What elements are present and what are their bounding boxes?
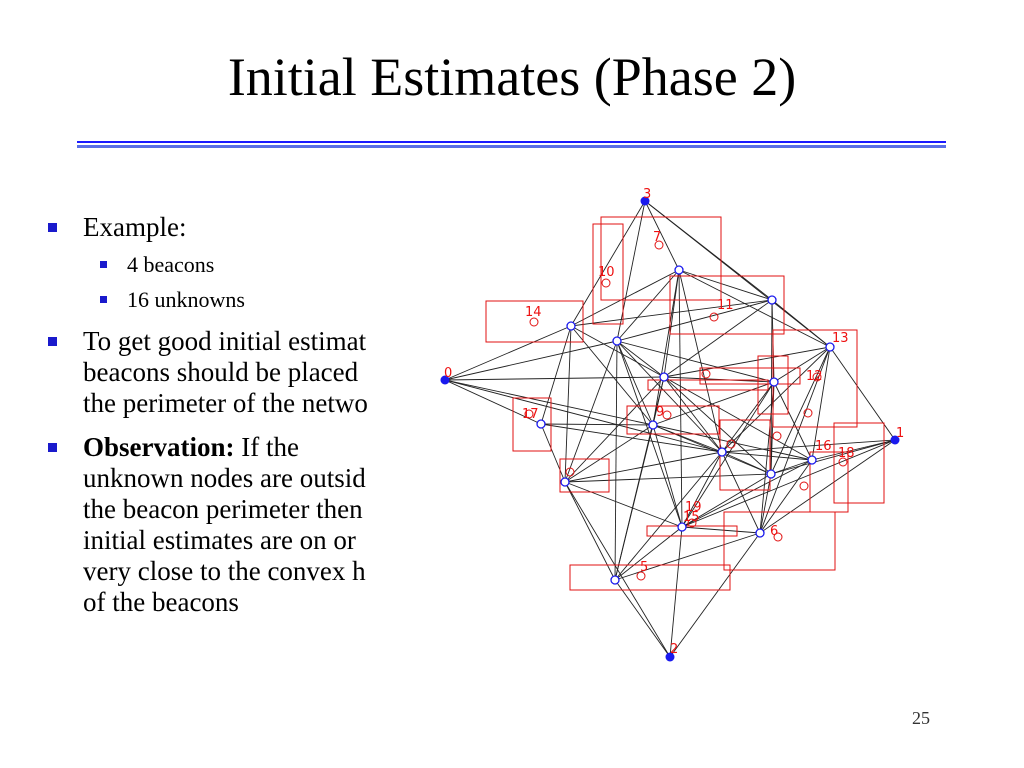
bullet-text: beacons should be placed — [83, 357, 359, 387]
network-edge — [617, 201, 645, 341]
network-edge — [615, 533, 760, 580]
bullet-text: 16 unknowns — [127, 287, 245, 312]
network-edge — [617, 341, 722, 452]
estimate-marker — [602, 279, 610, 287]
network-edge — [722, 347, 830, 452]
bullet-text: the beacon perimeter then — [83, 494, 363, 524]
network-edge — [664, 377, 771, 474]
unknown-node — [756, 529, 764, 537]
network-edge — [565, 474, 771, 482]
network-edge — [670, 533, 760, 657]
network-edge — [722, 452, 760, 533]
network-edge — [830, 347, 895, 440]
bullet-text: Example: — [83, 212, 187, 242]
node-label: 16 — [815, 439, 832, 454]
bullet-text: the perimeter of the netwo — [83, 388, 368, 418]
unknown-node — [649, 421, 657, 429]
network-edge — [615, 341, 617, 580]
network-edge — [445, 341, 617, 380]
node-label: 6 — [770, 524, 779, 539]
unknown-node — [660, 373, 668, 381]
node-label: 18 — [838, 446, 855, 461]
observation-label: Observation: — [83, 432, 235, 462]
bullet-text: of the beacons — [83, 587, 239, 617]
network-edge — [445, 326, 571, 380]
beacon-label: 0 — [444, 366, 453, 381]
network-edge — [682, 440, 895, 527]
beacon-label: 2 — [670, 642, 679, 657]
unknown-node — [808, 456, 816, 464]
network-edge — [679, 270, 830, 347]
beacon-label: 3 — [643, 187, 652, 202]
bullet-text: If the — [234, 432, 299, 462]
network-edge — [565, 482, 670, 657]
bullet-text: initial estimates are on or — [83, 525, 356, 555]
node-label: 11 — [717, 298, 734, 313]
bullet-text: unknown nodes are outsid — [83, 463, 366, 493]
network-edge — [645, 201, 679, 270]
node-label: 7 — [653, 230, 662, 245]
unknown-node — [611, 576, 619, 584]
unknown-node — [567, 322, 575, 330]
bullet-text: 4 beacons — [127, 252, 215, 277]
slide-title: Initial Estimates (Phase 2) — [227, 47, 797, 107]
network-edge — [771, 347, 830, 474]
unknown-node — [561, 478, 569, 486]
node-label: 13 — [832, 331, 849, 346]
estimate-box — [648, 380, 768, 390]
estimate-box — [834, 423, 884, 503]
network-edge — [617, 341, 664, 377]
network-edge — [682, 460, 812, 527]
unknown-node — [675, 266, 683, 274]
network-edge — [679, 270, 772, 300]
network-edge — [771, 440, 895, 474]
network-edge — [653, 425, 812, 460]
network-edge — [682, 527, 760, 533]
bullet-text: very close to the convex h — [83, 556, 366, 586]
estimate-marker — [710, 313, 718, 321]
network-edge — [615, 580, 670, 657]
node-label: 15 — [683, 510, 700, 525]
network-edge — [571, 326, 664, 377]
network-edge — [653, 270, 679, 425]
node-label: 10 — [598, 265, 615, 280]
network-edge — [541, 424, 565, 482]
network-edge — [615, 527, 682, 580]
node-label: 12 — [806, 369, 823, 384]
network-edge — [541, 424, 653, 425]
unknown-node — [613, 337, 621, 345]
beacon-label: 1 — [896, 426, 905, 441]
unknown-node — [770, 378, 778, 386]
node-label: 17 — [522, 407, 539, 422]
slide-number: 25 — [912, 708, 930, 728]
node-label: 19 — [685, 500, 702, 515]
node-label: 5 — [640, 560, 649, 575]
unknown-node — [767, 470, 775, 478]
node-label: 9 — [656, 405, 665, 420]
bullet-text: To get good initial estimat — [83, 326, 367, 356]
network-edge — [772, 300, 830, 347]
estimate-marker — [800, 482, 808, 490]
estimate-marker — [773, 432, 781, 440]
network-edge — [670, 527, 682, 657]
unknown-node — [718, 448, 726, 456]
unknown-node — [768, 296, 776, 304]
node-label: 14 — [525, 305, 542, 320]
